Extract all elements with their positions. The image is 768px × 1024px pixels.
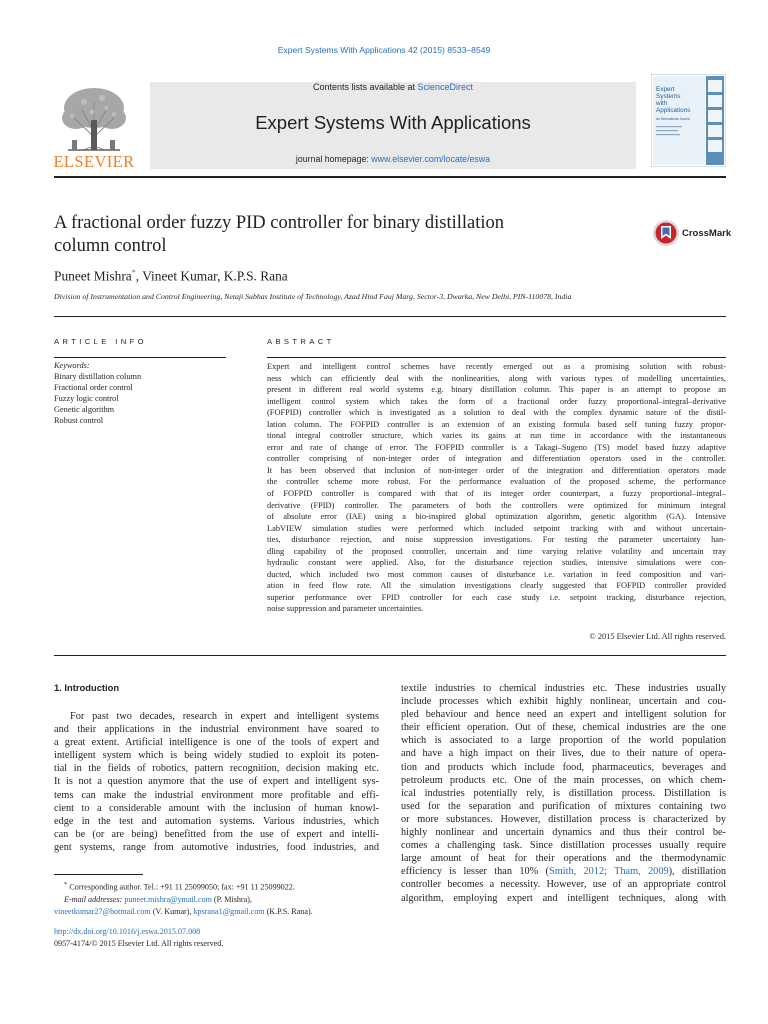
- article-title-line: A fractional order fuzzy PID controller for binary distillation: [54, 213, 505, 233]
- body-line: and have a high impact on their lives, due to their nature of opera-: [401, 748, 726, 760]
- email-link[interactable]: kpsrana1@gmail.com: [193, 906, 265, 916]
- section-rule: [54, 655, 726, 656]
- body-column-left: [54, 710, 379, 854]
- abstract-text: [267, 361, 726, 615]
- body-line: petroleum products etc. One of the main processes, on which chem-: [401, 774, 726, 786]
- keyword: Robust control: [54, 416, 104, 426]
- cover-title-line: Expert: [656, 86, 675, 93]
- email-line: E-mail addresses: puneet.mishra@ymail.com (P. Mishra),: [64, 894, 252, 904]
- corresponding-author-mark[interactable]: *: [131, 268, 136, 277]
- cover-title-line: Systems: [656, 93, 681, 100]
- email-link[interactable]: puneet.mishra@ymail.com: [124, 894, 212, 904]
- body-line: It is not a question anymore that the use of expert and intelligent sys-: [54, 776, 379, 788]
- article-info-heading: ARTICLE INFO: [54, 337, 147, 346]
- abstract-rule: [267, 357, 726, 358]
- cover-subtitle: An International Journal: [656, 117, 690, 121]
- corresponding-author-note: * Corresponding author. Tel.: +91 11 25099050; fax: +91 11 25099022.: [64, 881, 295, 892]
- journal-cover-image[interactable]: [651, 74, 726, 167]
- abstract-line: of FOFPID controller is compared with that of its integer order counterpart, a fuzzy proportional–integral–: [267, 489, 726, 499]
- abstract-line: dling capability of the proposed controller, uncertain and time varying relative volatility and uncertain tray: [267, 546, 726, 556]
- abstract-line: present in different real world systems e.g. binary distillation column. This paper is an attempt to propose an: [267, 385, 726, 395]
- journal-reference[interactable]: Expert Systems With Applications 42 (2015) 8533–8549: [277, 45, 491, 55]
- abstract-line: controller comprising of non-integer order of integration and differentiation operators used in the controller.: [267, 454, 726, 464]
- body-line: used for the separation and purification of mixtures containing two: [401, 800, 726, 812]
- keyword: Fractional order control: [54, 383, 133, 393]
- author-list: [54, 268, 288, 284]
- abstract-line: error and rate of change of error. The FOFPID controller is a Takagi–Sugeno (TS) model based fuzzy adaptive: [267, 442, 726, 452]
- body-line: pled behaviour and hence need an expert and intelligent solution for: [401, 709, 726, 721]
- journal-homepage-line: journal homepage: www.elsevier.com/locate/eswa: [295, 154, 491, 164]
- keyword: Fuzzy logic control: [54, 394, 119, 404]
- keyword: Genetic algorithm: [54, 405, 115, 415]
- abstract-line: ducted, which included two most common causes of disturbance i.e. variation in feed composition and vari-: [267, 569, 726, 579]
- body-line: a great extent. Artificial intelligence is one of the tools of expert and: [54, 737, 379, 749]
- section-rule: [54, 316, 726, 317]
- body-line: textile industries to chemical industries etc. These industries usually: [401, 683, 726, 694]
- body-column-right: [401, 682, 726, 905]
- author-name: Puneet Mishra: [54, 268, 132, 284]
- body-line: and their applications in the industrial environment have soared to: [54, 724, 379, 736]
- body-line: cient to a considerable amount with the inclusion of human knowl-: [54, 802, 379, 814]
- body-line: large amount of heat for their operations and the thermodynamic: [401, 853, 726, 865]
- body-line: controller becomes a necessity. However, use of an appropriate control: [401, 879, 726, 891]
- keywords-block: [54, 360, 226, 427]
- abstract-copyright: © 2015 Elsevier Ltd. All rights reserved.: [589, 632, 726, 641]
- header-rule: [54, 176, 726, 178]
- body-line: gent systems, range from automotive industries, food industries, and: [54, 841, 379, 853]
- email-label: E-mail addresses:: [64, 894, 125, 904]
- body-line: include processes which exhibit highly nonlinear, uncertain and cou-: [401, 696, 726, 708]
- citation-link[interactable]: Smith, 2012; Tham, 2009: [548, 866, 669, 878]
- issn-copyright: 0957-4174/© 2015 Elsevier Ltd. All rights reserved.: [54, 939, 224, 948]
- sciencedirect-link[interactable]: ScienceDirect: [417, 82, 474, 92]
- section-heading-introduction: 1. Introduction: [54, 682, 120, 693]
- abstract-line: lation column. The FOFPID controller is an extension of an existing formula based self tuning fuzzy propor-: [267, 419, 726, 429]
- abstract-line: LabVIEW simulation studies were performed which included setpoint tracking with and without uncertain-: [267, 523, 726, 533]
- abstract-heading: ABSTRACT: [267, 337, 335, 346]
- body-line: tial in the fields of robotics, pattern recognition, decision making etc.: [54, 763, 379, 775]
- author-affiliation: Division of Instrumentation and Control Engineering, Netaji Subhas Institute of Technology, Azad Hind Fauj Marg, Sector-3, Dwarka, New Delhi, PIN-110078, India: [54, 292, 572, 301]
- abstract-line: Expert and intelligent control schemes have recently emerged out as a promising solution with robust-: [267, 362, 726, 371]
- article-title: [54, 212, 614, 258]
- abstract-line: ness which can efficiently deal with the nonlinearities, along with various types of modelling uncertainties,: [267, 373, 726, 383]
- body-line: intelligent system which is being widely studied to exploit its poten-: [54, 750, 379, 762]
- abstract-line: intelligent control system which takes the form of a fractional order fuzzy proportional–integral–derivative: [267, 396, 726, 406]
- footnote-rule: [54, 874, 143, 875]
- body-line: ical industries potentially rely, is distillation process. Distillation is: [401, 787, 726, 799]
- email-line: vineetkumar27@hotmail.com (V. Kumar), kpsrana1@gmail.com (K.P.S. Rana).: [54, 906, 313, 916]
- abstract-line: noise suppression and parameter uncertainties.: [267, 604, 424, 614]
- body-line: highly nonlinear and uncertain dynamics and thus their control be-: [401, 827, 726, 839]
- abstract-line: ation in feed flow rate. All the simulation investigations clearly suggested that FOFPID controller provided: [267, 581, 726, 591]
- body-line: edge in the test and automation systems. Various industries, which: [54, 815, 379, 827]
- body-line: algorithm, employing expert and intelligent techniques, along with: [401, 892, 726, 904]
- email-link[interactable]: vineetkumar27@hotmail.com: [54, 906, 151, 916]
- author-names: , Vineet Kumar, K.P.S. Rana: [135, 268, 288, 284]
- contents-line: Contents lists available at ScienceDirect: [312, 82, 474, 92]
- body-line: For past two decades, research in expert and intelligent systems: [70, 711, 379, 722]
- cover-title-line: with: [656, 100, 668, 107]
- body-line: which is associated to a large proportion of the world population: [401, 735, 726, 747]
- body-line: or more substances. However, distillation process is characterized by: [401, 813, 726, 825]
- body-line-with-citation: efficiency is lesser than 10% (Smith, 2012; Tham, 2009), distillation: [401, 866, 726, 878]
- crossmark-icon[interactable]: [652, 219, 680, 247]
- cover-title-line: Applications: [656, 107, 691, 114]
- doi-link[interactable]: http://dx.doi.org/10.1016/j.eswa.2015.07.008: [54, 927, 201, 936]
- abstract-line: hydraulic constant were applied. Also, for the disturbance rejection studies, intensive simulations were con-: [267, 558, 726, 568]
- article-title-line: column control: [54, 236, 167, 256]
- doi-block: [54, 926, 223, 950]
- footnotes: [54, 879, 384, 918]
- abstract-line: superior performance over FPID controller for each case study i.e. setpoint tracking, disturbance rejection,: [267, 592, 726, 602]
- abstract-line: ties, disturbance rejection, and noise suppression investigations. For testing the parameter uncertainty han-: [267, 535, 726, 545]
- journal-homepage-link[interactable]: www.elsevier.com/locate/eswa: [371, 154, 491, 164]
- abstract-line: the controller scheme more robust. For the performance evaluation of the proposed scheme, the performance: [267, 477, 726, 487]
- abstract-line: derivative (FPID) controller. The parameters of both the controllers were optimized for minimum integral: [267, 500, 726, 510]
- body-line: tion and products which include food, pharmaceutics, beverages and: [401, 761, 726, 773]
- keyword: Binary distillation column: [54, 372, 142, 382]
- article-info-rule: [54, 357, 226, 358]
- abstract-line: of absolute error (IAE) using a bio-inspired global optimization algorithm, genetic algorithm (GA). Intensive: [267, 512, 726, 522]
- body-line: their efficient operation. Out of these, chemical industries are the one: [401, 722, 726, 734]
- journal-title: Expert Systems With Applications: [255, 112, 531, 133]
- body-line: comes a challenging task. Since distillation processes usually require: [401, 840, 726, 852]
- body-line: tems can make the industrial environment more profitable and effi-: [54, 789, 379, 801]
- crossmark-label[interactable]: CrossMark: [682, 228, 732, 239]
- body-line: can be (or are being) benefitted from the use of expert and intelli-: [54, 828, 379, 840]
- abstract-line: tional integral controller structure, which varies its gains at run time in accordance with the instantaneous: [267, 431, 726, 441]
- abstract-line: (FOFPID) controller which is investigated as a solution to deal with the complex dynamic nature of the distil-: [267, 408, 726, 418]
- keywords-label: Keywords:: [54, 361, 90, 370]
- footnote-mark: *: [64, 881, 68, 888]
- abstract-line: It has been observed that inclusion of non-integer order of the integration and differentiation operators made: [267, 465, 726, 475]
- publisher-logo-text: ELSEVIER: [53, 152, 135, 171]
